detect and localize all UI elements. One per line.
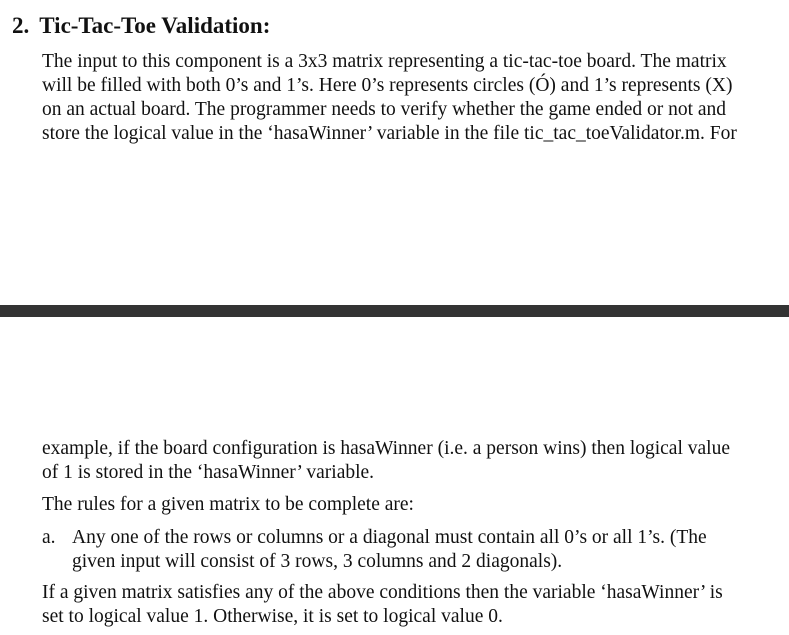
text-line: example, if the board configuration is hasaWinner (i.e. a person wins) then logical value (42, 438, 730, 459)
page-divider-bar (0, 305, 789, 317)
conclusion-paragraph (42, 581, 723, 629)
section-number: 2. (12, 13, 30, 38)
text-line: Any one of the rows or columns or a diagonal must contain all 0’s or all 1’s. (The (72, 527, 707, 548)
text-line: set to logical value 1. Otherwise, it is set to logical value 0. (42, 606, 503, 627)
example-paragraph (42, 437, 730, 485)
text-line: The rules for a given matrix to be complete are: (42, 494, 414, 515)
rules-intro-paragraph (42, 493, 414, 517)
list-marker: a. (42, 527, 56, 548)
text-line: store the logical value in the ‘hasaWinner’ variable in the file tic_tac_toeValidator.m. For (42, 123, 737, 144)
intro-paragraph (42, 50, 737, 146)
text-line: on an actual board. The programmer needs to verify whether the game ended or not and (42, 99, 727, 120)
text-line: If a given matrix satisfies any of the above conditions then the variable ‘hasaWinner’ is (42, 582, 723, 603)
text-line: of 1 is stored in the ‘hasaWinner’ variable. (42, 462, 375, 483)
text-line: The input to this component is a 3x3 matrix representing a tic-tac-toe board. The matrix (42, 51, 727, 72)
section-title: Tic-Tac-Toe Validation: (39, 13, 271, 38)
section-heading (12, 11, 270, 41)
text-line: given input will consist of 3 rows, 3 columns and 2 diagonals). (72, 551, 563, 572)
text-line: will be filled with both 0’s and 1’s. Here 0’s represents circles (Ó) and 1’s represents (X) (42, 75, 733, 96)
list-item-text (72, 526, 707, 574)
